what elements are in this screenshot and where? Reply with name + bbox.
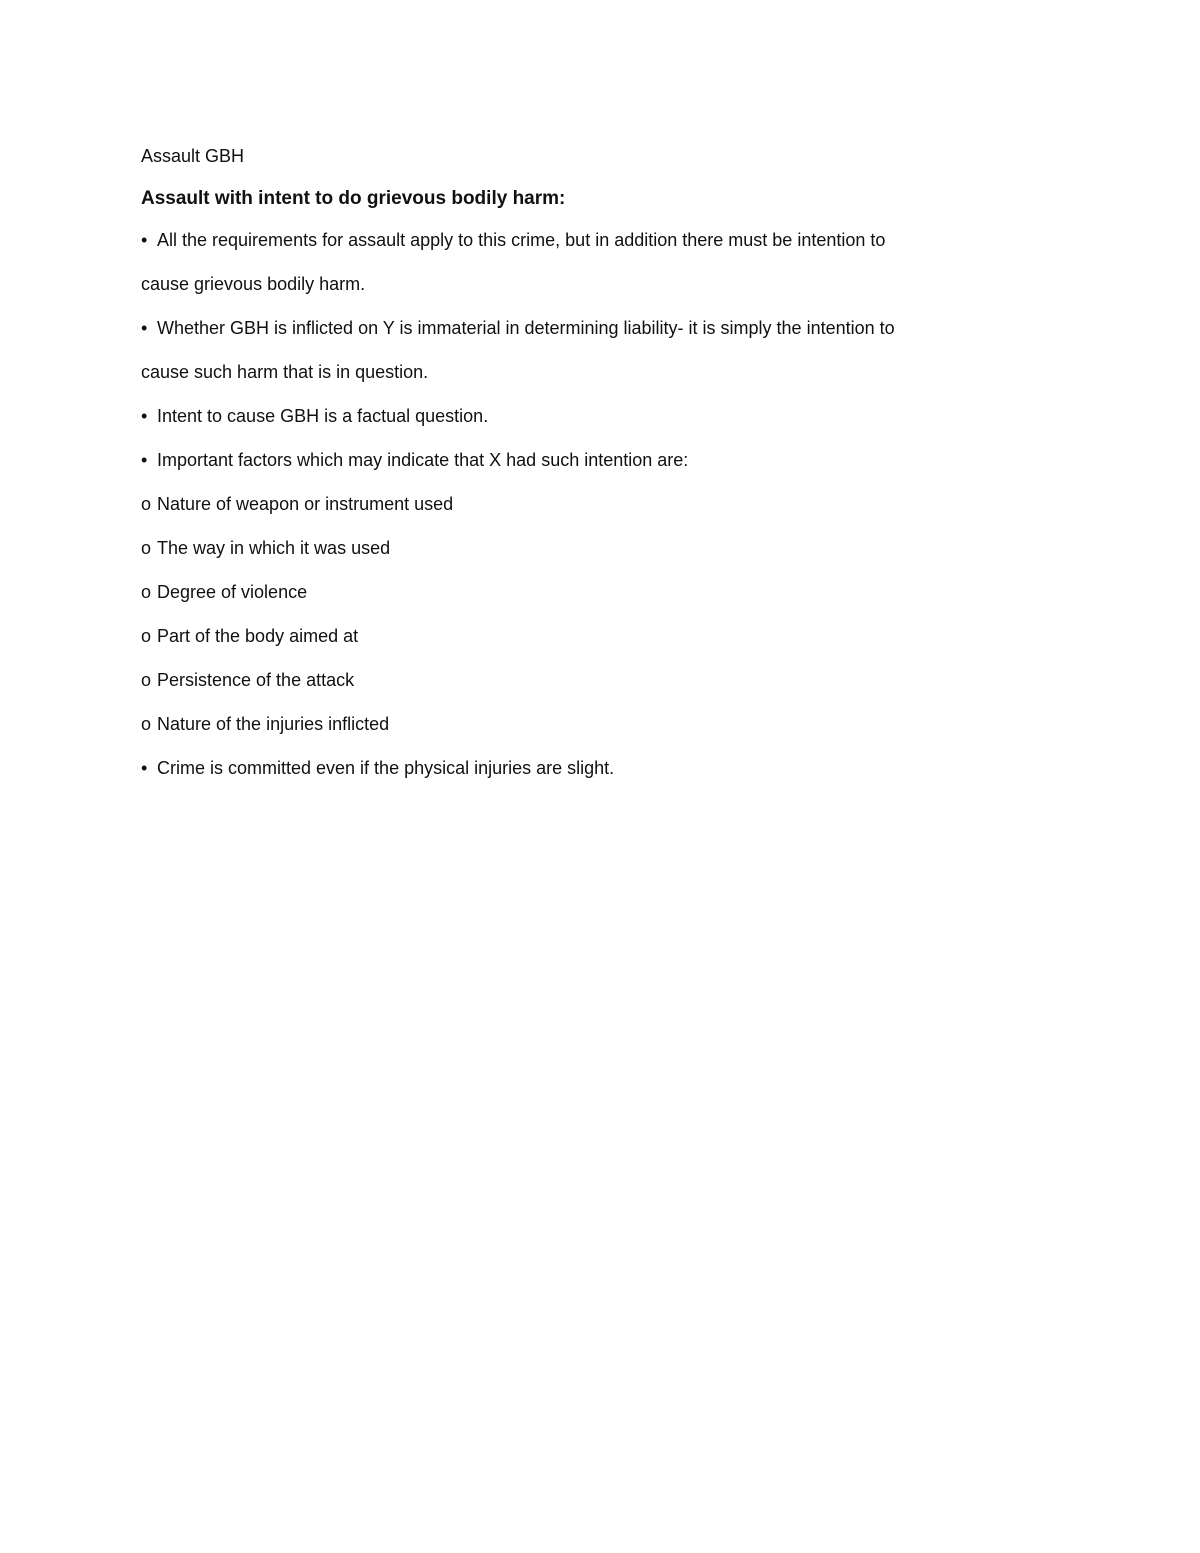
line-text: cause such harm that is in question. bbox=[141, 362, 429, 382]
line-text: All the requirements for assault apply to this crime, but in addition there must be intention to bbox=[157, 230, 886, 250]
sub-bullet-marker: o bbox=[141, 582, 152, 602]
bullet-line bbox=[141, 446, 1101, 474]
line-text: Part of the body aimed at bbox=[157, 626, 359, 646]
sub-bullet-line bbox=[141, 666, 1101, 694]
line-text: The way in which it was used bbox=[157, 538, 391, 558]
line-text: Degree of violence bbox=[157, 582, 308, 602]
line-text: Whether GBH is inflicted on Y is immaterial in determining liability- it is simply the intention to bbox=[157, 318, 895, 338]
bullet-line bbox=[141, 314, 1101, 342]
sub-bullet-marker: o bbox=[141, 714, 152, 734]
sub-bullet-line bbox=[141, 534, 1101, 562]
bullet-marker: • bbox=[141, 450, 148, 470]
sub-bullet-line bbox=[141, 622, 1101, 650]
line-text: Persistence of the attack bbox=[157, 670, 355, 690]
document-content bbox=[141, 142, 1101, 798]
line-text: Intent to cause GBH is a factual question. bbox=[157, 406, 489, 426]
bullet-line bbox=[141, 226, 1101, 254]
sub-bullet-marker: o bbox=[141, 494, 152, 514]
bullet-line bbox=[141, 754, 1101, 782]
bullet-marker: • bbox=[141, 758, 148, 778]
section-heading: Assault with intent to do grievous bodily harm: bbox=[141, 188, 566, 209]
line-text: Nature of the injuries inflicted bbox=[157, 714, 390, 734]
bullet-marker: • bbox=[141, 406, 148, 426]
continuation-line bbox=[141, 358, 1101, 386]
sub-bullet-line bbox=[141, 710, 1101, 738]
line-text: Important factors which may indicate that X had such intention are: bbox=[157, 450, 689, 470]
sub-bullet-marker: o bbox=[141, 670, 152, 690]
bullet-marker: • bbox=[141, 230, 148, 250]
bullet-marker: • bbox=[141, 318, 148, 338]
line-text: Nature of weapon or instrument used bbox=[157, 494, 454, 514]
sub-bullet-line bbox=[141, 578, 1101, 606]
sub-bullet-marker: o bbox=[141, 626, 152, 646]
document-title: Assault GBH bbox=[141, 146, 245, 166]
sub-bullet-line bbox=[141, 490, 1101, 518]
line-text: Crime is committed even if the physical injuries are slight. bbox=[157, 758, 615, 778]
sub-bullet-marker: o bbox=[141, 538, 152, 558]
line-text: cause grievous bodily harm. bbox=[141, 274, 366, 294]
continuation-line bbox=[141, 270, 1101, 298]
bullet-line bbox=[141, 402, 1101, 430]
